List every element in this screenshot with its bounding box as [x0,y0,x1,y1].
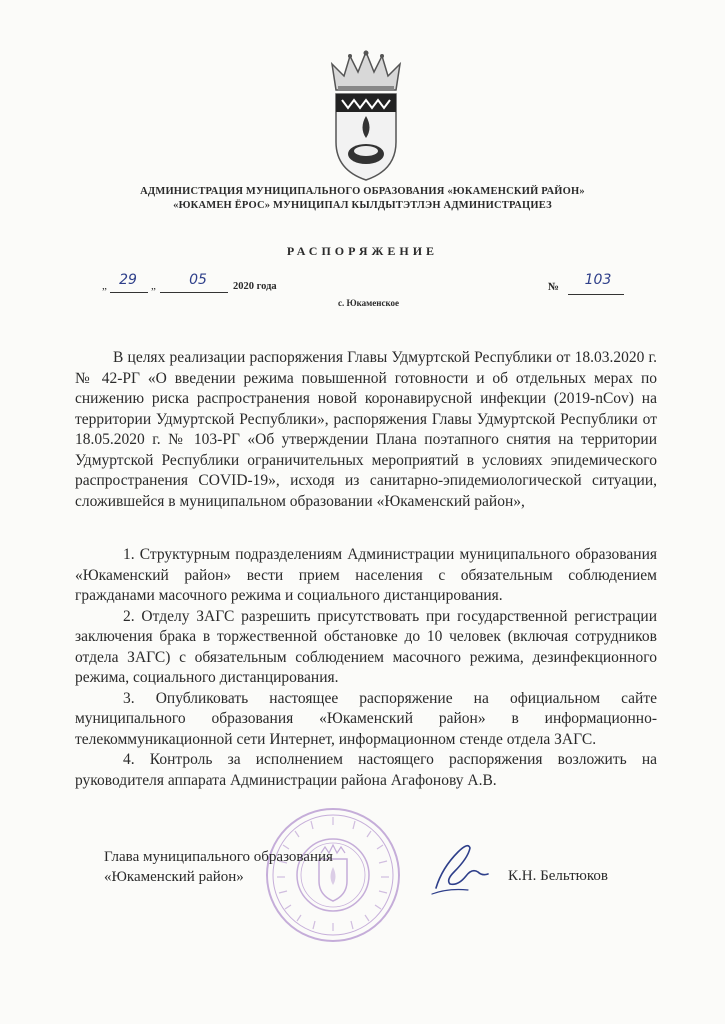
order-item-2: 2. Отделу ЗАГС разрешить присутствовать при государственной регистрации заключения брака в торжественной обстановке до 10 человек (включая сотрудников отдела ЗАГС) с обязательным соблюдением масочного режима, дезинфекционного режима, социального дистанцирования. [75,607,657,686]
number-label: № [548,281,560,293]
coat-of-arms-emblem [328,50,404,182]
place-of-issue: с. Юкаменское [337,298,400,308]
number-underline [568,294,624,295]
signatory-name: К.Н. Бельтюков [508,868,608,884]
order-item-4: 4. Контроль за исполнением настоящего распоряжения возложить на руководителя аппарата Администрации района Агафонову А.В. [75,751,657,789]
date-day-handwritten: 29 [119,272,137,288]
date-month-handwritten: 05 [189,272,207,288]
date-month-underline [160,292,228,293]
order-items [75,545,657,791]
handwritten-signature [428,838,500,898]
date-year: 2020 года [233,281,277,292]
order-item-1: 1. Структурным подразделениям Администрации муниципального образования «Юкаменский район» вести прием населения с обязательным соблюдением гражданами масочного режима и социального дистанцирования. [75,546,657,604]
date-day-underline [110,292,148,293]
organization-name-udmurt: «ЮКАМЕН ЁРОС» МУНИЦИПАЛ КЫЛДЫТЭТЛЭН АДМИНИСТРАЦИЕЗ [173,200,552,211]
signatory-position [104,847,333,887]
preamble-paragraph: В целях реализации распоряжения Главы Удмуртской Республики от 18.03.2020 г. № 42-РГ «О введении режима повышенной готовности и об отдельных мерах по снижению риска распространения новой коронавирусной инфекции (2019-nCov) на территории Удмуртской Республики», распоряжения Главы Удмуртской Республики от 18.05.2020 г. № 103-РГ «Об утверждении Плана поэтапного снятия на территории Удмуртской Республики ограничительных мероприятий в условиях эпидемического распространения COVID-19», исходя из санитарно-эпидемиологической ситуации, сложившейся в муниципальном образовании «Юкаменский район», [75,349,657,510]
organization-name-russian: АДМИНИСТРАЦИЯ МУНИЦИПАЛЬНОГО ОБРАЗОВАНИЯ «ЮКАМЕНСКИЙ РАЙОН» [140,186,585,197]
document-title: РАСПОРЯЖЕНИЕ [286,244,439,258]
document-number-handwritten: 103 [584,272,612,288]
signatory-position-line1: Глава муниципального образования [104,849,333,865]
order-item-3: 3. Опубликовать настоящее распоряжение на официальном сайте муниципального образования «Юкаменский район» в информационно-телекоммуникационной сети Интернет, информационном стенде отдела ЗАГС. [75,689,657,748]
signatory-position-line2: «Юкаменский район» [104,869,244,885]
date-open-quote: „ [102,280,107,292]
date-close-quote: „ [151,280,156,292]
